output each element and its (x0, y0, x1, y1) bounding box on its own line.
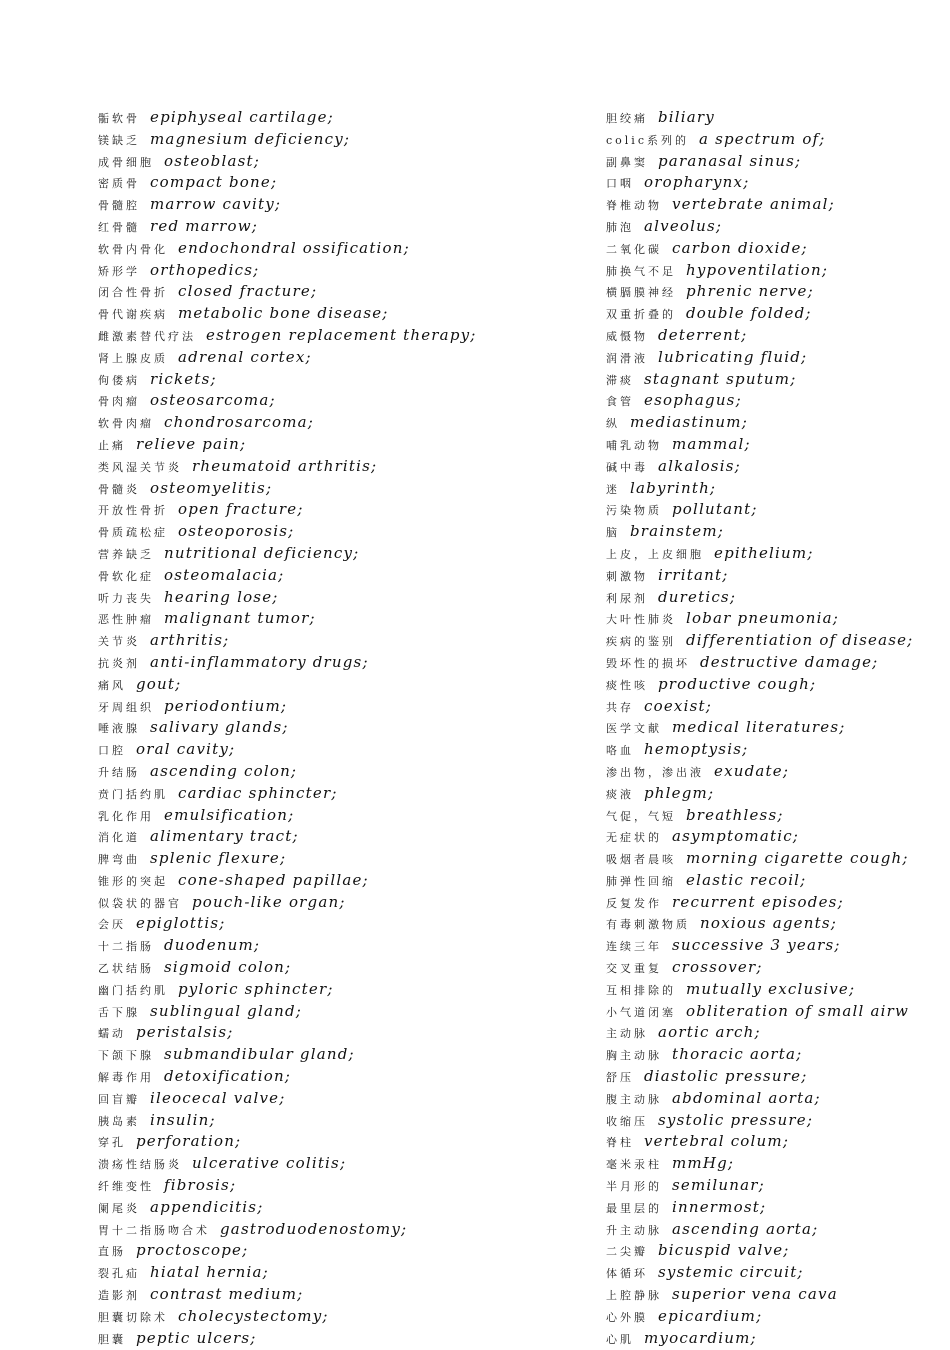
list-item: 迷 labyrinth; (606, 478, 717, 497)
list-item: 纤维变性 fibrosis; (98, 1176, 237, 1195)
list-item: 雌激素替代疗法 estrogen replacement therapy; (98, 325, 477, 344)
list-item: 威慑物 deterrent; (606, 325, 748, 344)
list-item: 毫米汞柱 mmHg; (606, 1154, 735, 1173)
right-column (606, 107, 950, 1349)
list-item: 软骨内骨化 endochondral ossification; (98, 238, 410, 257)
list-item: 牙周组织 periodontium; (98, 696, 288, 715)
list-item: 溃疡性结肠炎 ulcerative colitis; (98, 1154, 347, 1173)
list-item: 会厌 epiglottis; (98, 914, 226, 933)
list-item: 骨髓炎 osteomyelitis; (98, 478, 273, 497)
list-item: 疾病的鉴别 differentiation of disease; (606, 631, 914, 650)
list-item: 腹主动脉 abdominal aorta; (606, 1088, 821, 1107)
list-item: 口腔 oral cavity; (98, 740, 236, 759)
list-item: 锥形的突起 cone-shaped papillae; (98, 870, 369, 889)
list-item: 造影剂 contrast medium; (98, 1285, 304, 1304)
list-item: 镁缺乏 magnesium deficiency; (98, 129, 351, 148)
list-item: 幽门括约肌 pyloric sphincter; (98, 979, 334, 998)
list-item: 半月形的 semilunar; (606, 1176, 765, 1195)
list-item: 有毒刺激物质 noxious agents; (606, 914, 837, 933)
list-item: 成骨细胞 osteoblast; (98, 151, 260, 170)
list-item: 脊柱 vertebral colum; (606, 1132, 790, 1151)
list-item: 十二指肠 duodenum; (98, 936, 261, 955)
list-item: 横膈膜神经 phrenic nerve; (606, 282, 814, 301)
list-item: 乙状结肠 sigmoid colon; (98, 958, 292, 977)
list-item: 哺乳动物 mammal; (606, 434, 751, 453)
list-item: 穿孔 perforation; (98, 1132, 242, 1151)
list-item: 上腔静脉 superior vena cava (606, 1285, 838, 1304)
list-item: 红骨髓 red marrow; (98, 216, 259, 235)
list-item: 骨代谢疾病 metabolic bone disease; (98, 304, 389, 323)
list-item: 双重折叠的 double folded; (606, 304, 812, 323)
list-item: 无症状的 asymptomatic; (606, 827, 800, 846)
list-item: 阑尾炎 appendicitis; (98, 1197, 264, 1216)
list-item: 直肠 proctoscope; (98, 1241, 249, 1260)
list-item: 肾上腺皮质 adrenal cortex; (98, 347, 312, 366)
list-item: 矫形学 orthopedics; (98, 260, 260, 279)
list-item: 软骨肉瘤 chondrosarcoma; (98, 413, 315, 432)
list-item: 滞痰 stagnant sputum; (606, 369, 797, 388)
list-item: 纵 mediastinum; (606, 413, 748, 432)
list-item: 上皮，上皮细胞 epithelium; (606, 543, 814, 562)
list-item: 止痛 relieve pain; (98, 434, 247, 453)
list-item: 吸烟者晨咳 morning cigarette cough; (606, 849, 909, 868)
list-item: 胆囊切除术 cholecystectomy; (98, 1306, 329, 1325)
list-item: 渗出物，渗出液 exudate; (606, 761, 790, 780)
list-item: 脑 brainstem; (606, 522, 725, 541)
list-item: 裂孔疝 hiatal hernia; (98, 1263, 269, 1282)
list-item: 骨肉瘤 osteosarcoma; (98, 391, 276, 410)
list-item: 交叉重复 crossover; (606, 958, 763, 977)
list-item: 骨质疏松症 osteoporosis; (98, 522, 295, 541)
list-item: 脾弯曲 splenic flexure; (98, 849, 287, 868)
list-item: 密质骨 compact bone; (98, 173, 278, 192)
list-item: 恶性肿瘤 malignant tumor; (98, 609, 316, 628)
list-item: 痰液 phlegm; (606, 783, 715, 802)
list-item: 闭合性骨折 closed fracture; (98, 282, 318, 301)
list-item: 抗炎剂 anti-inflammatory drugs; (98, 652, 369, 671)
list-item: 骨髓腔 marrow cavity; (98, 195, 282, 214)
list-item: 互相排除的 mutually exclusive; (606, 979, 856, 998)
list-item: 痰性咳 productive cough; (606, 674, 817, 693)
list-item: 胰岛素 insulin; (98, 1110, 216, 1129)
list-item: 胆囊 peptic ulcers; (98, 1328, 257, 1347)
list-item: 开放性骨折 open fracture; (98, 500, 304, 519)
list-item: 肺换气不足 hypoventilation; (606, 260, 829, 279)
list-item: 舒压 diastolic pressure; (606, 1067, 808, 1086)
list-item: 胸主动脉 thoracic aorta; (606, 1045, 803, 1064)
list-item: 听力丧失 hearing lose; (98, 587, 279, 606)
list-item: 医学文献 medical literatures; (606, 718, 846, 737)
list-item: 碱中毒 alkalosis; (606, 456, 741, 475)
list-item: 痛风 gout; (98, 674, 182, 693)
list-item: 肺弹性回缩 elastic recoil; (606, 870, 807, 889)
list-item: 骺软骨 epiphyseal cartilage; (98, 108, 334, 126)
list-item: 食管 esophagus; (606, 391, 742, 410)
list-item: 毁坏性的损坏 destructive damage; (606, 652, 879, 671)
list-item: 心肌 myocardium; (606, 1328, 757, 1347)
list-item: 最里层的 innermost; (606, 1197, 767, 1216)
list-item: 利尿剂 duretics; (606, 587, 737, 606)
list-item: 乳化作用 emulsification; (98, 805, 295, 824)
list-item: 收缩压 systolic pressure; (606, 1110, 814, 1129)
list-item: 蠕动 peristalsis; (98, 1023, 234, 1042)
list-item: 润滑液 lubricating fluid; (606, 347, 808, 366)
list-item: colic系列的 a spectrum of; (606, 129, 826, 148)
list-item: 体循环 systemic circuit; (606, 1263, 804, 1282)
list-item: 小气道闭塞 obliteration of small airw (606, 1001, 910, 1020)
list-item: 骨软化症 osteomalacia; (98, 565, 285, 584)
list-item: 关节炎 arthritis; (98, 631, 230, 650)
list-item: 咯血 hemoptysis; (606, 740, 749, 759)
list-item: 胃十二指肠吻合术 gastroduodenostomy; (98, 1219, 408, 1238)
list-item: 胆绞痛 biliary (606, 108, 715, 126)
list-item: 刺激物 irritant; (606, 565, 729, 584)
list-item: 共存 coexist; (606, 696, 712, 715)
list-item: 连续三年 successive 3 years; (606, 936, 841, 955)
list-item: 营养缺乏 nutritional deficiency; (98, 543, 360, 562)
list-item: 类风湿关节炎 rheumatoid arthritis; (98, 456, 378, 475)
list-item: 佝偻病 rickets; (98, 369, 217, 388)
list-item: 副鼻窦 paranasal sinus; (606, 151, 802, 170)
list-item: 二尖瓣 bicuspid valve; (606, 1241, 790, 1260)
list-item: 污染物质 pollutant; (606, 500, 758, 519)
list-item: 二氧化碳 carbon dioxide; (606, 238, 808, 257)
list-item: 解毒作用 detoxification; (98, 1067, 292, 1086)
list-item: 气促，气短 breathless; (606, 805, 784, 824)
list-item: 唾液腺 salivary glands; (98, 718, 289, 737)
list-item: 回盲瓣 ileocecal valve; (98, 1088, 286, 1107)
list-item: 口咽 oropharynx; (606, 173, 750, 192)
list-item: 大叶性肺炎 lobar pneumonia; (606, 609, 840, 628)
list-item: 舌下腺 sublingual gland; (98, 1001, 303, 1020)
list-item: 消化道 alimentary tract; (98, 827, 299, 846)
list-item: 下颌下腺 submandibular gland; (98, 1045, 355, 1064)
list-item: 主动脉 aortic arch; (606, 1023, 761, 1042)
list-item: 升结肠 ascending colon; (98, 761, 298, 780)
list-item: 心外膜 epicardium; (606, 1306, 763, 1325)
left-column (98, 107, 568, 1349)
list-item: 贲门括约肌 cardiac sphincter; (98, 783, 338, 802)
list-item: 似袋状的器官 pouch-like organ; (98, 892, 346, 911)
list-item: 脊椎动物 vertebrate animal; (606, 195, 835, 214)
list-item: 肺泡 alveolus; (606, 216, 723, 235)
list-item: 升主动脉 ascending aorta; (606, 1219, 819, 1238)
list-item: 反复发作 recurrent episodes; (606, 892, 844, 911)
